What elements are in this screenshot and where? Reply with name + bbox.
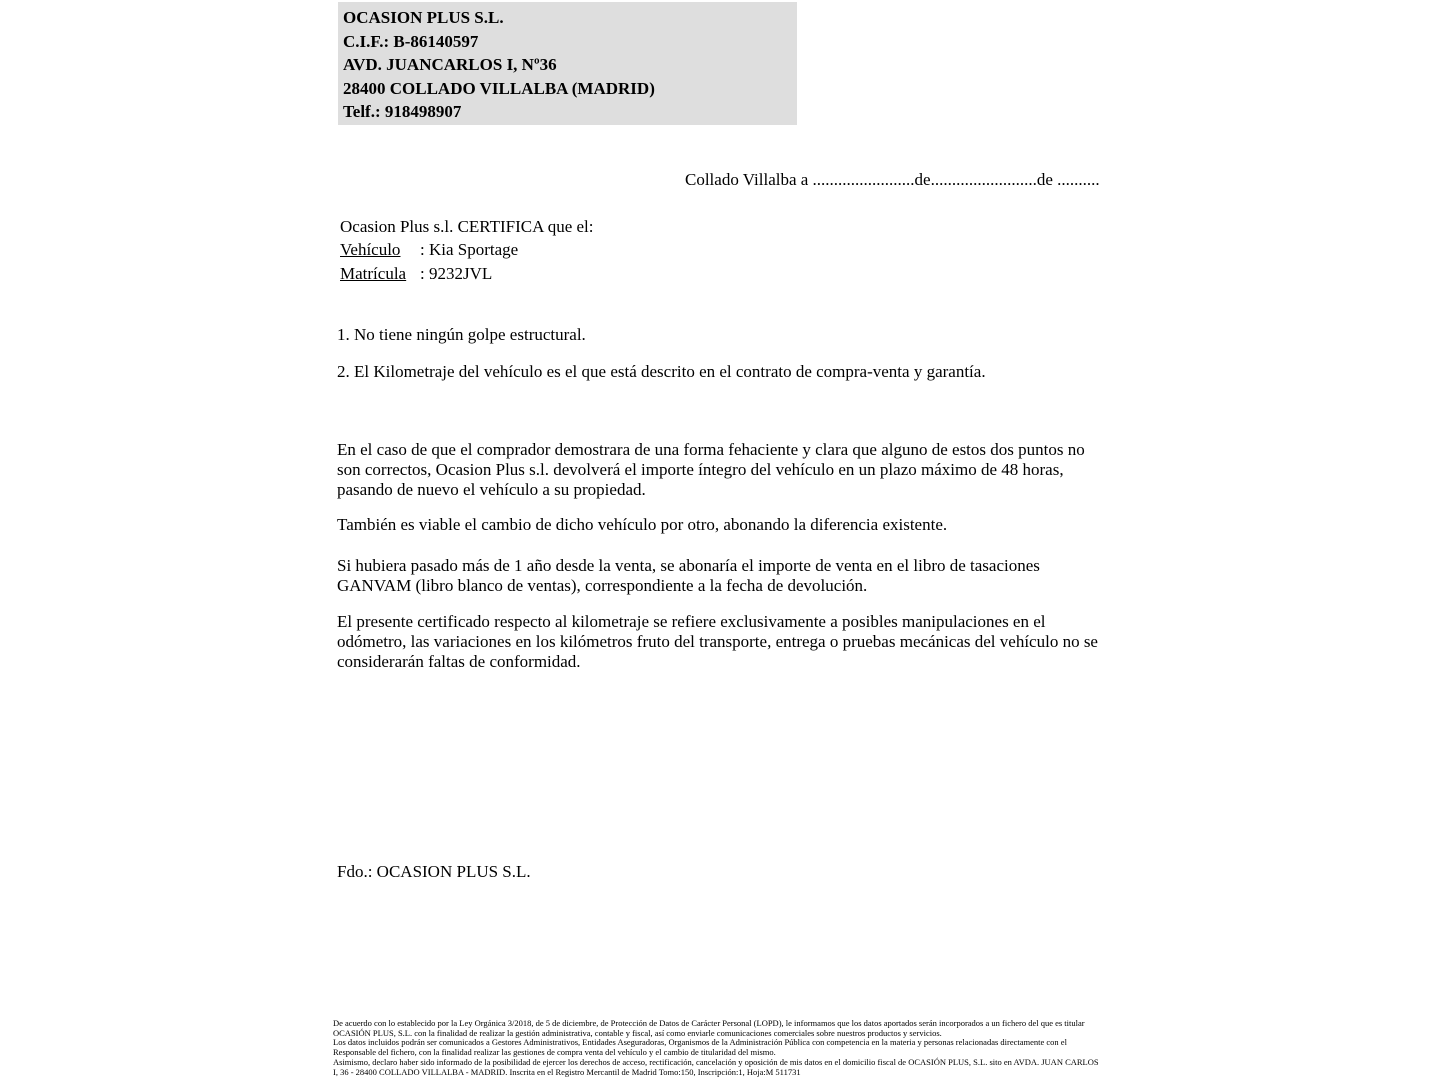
company-phone: Telf.: 918498907 (343, 102, 462, 122)
company-header-box (338, 2, 797, 125)
company-cif: C.I.F.: B-86140597 (343, 31, 479, 51)
terms-paragraph-ganvam: Si hubiera pasado más de 1 año desde la venta, se abonaría el importe de venta en el libro de tasaciones GANVAM (libro blanco de ventas), correspondiente a la fecha de devolución. (337, 556, 1040, 595)
plate-field (340, 262, 594, 285)
company-city: 28400 COLLADO VILLALBA (MADRID) (343, 78, 655, 98)
company-address: AVD. JUANCARLOS I, Nº36 (343, 55, 557, 75)
legal-footer-rights: Asimismo, declaro haber sido informado de la posibilidad de ejercer los derechos de acceso, rectificación, cancelación y oposición de mis datos en el domicilio fiscal de OCASIÓN PLUS, S.L. sito en AVDA. JUAN CARLOS I, 36 - 28400 COLLADO VILLALBA - MADRID. Inscrita en el Registro Mercantil de Madrid Tomo:150, Inscripción:1, Hoja:M 511731 (333, 1056, 1099, 1077)
certification-block (340, 215, 594, 285)
date-line: Collado Villalba a ........................de.........................de .......... (685, 170, 1100, 189)
plate-value: : 9232JVL (420, 263, 493, 283)
company-name: OCASION PLUS S.L. (343, 8, 504, 27)
signature-line: Fdo.: OCASION PLUS S.L. (337, 862, 531, 881)
plate-label: Matrícula (340, 263, 407, 283)
legal-footer-data-sharing: Los datos incluidos podrán ser comunicados a Gestores Administrativos, Entidades Aseguradoras, Organismos de la Administración Pública con competencia en la materia y personas relacionadas directamente con el Responsable del fichero, con la finalidad realizar las gestiones de compra venta del vehículo y el cambio de titularidad del mismo. (333, 1037, 1067, 1058)
certified-point-1: 1. No tiene ningún golpe estructural. (337, 325, 586, 344)
certified-point-2: 2. El Kilometraje del vehículo es el que está descrito en el contrato de compra-venta y garantía. (337, 362, 986, 381)
vehicle-value: : Kia Sportage (420, 240, 519, 260)
certification-intro: Ocasion Plus s.l. CERTIFICA que el: (340, 217, 594, 236)
legal-footer (333, 1019, 1099, 1077)
terms-paragraph-exchange: También es viable el cambio de dicho vehículo por otro, abonando la diferencia existente. (337, 515, 948, 534)
vehicle-label: Vehículo (340, 240, 401, 260)
terms-paragraph-refund: En el caso de que el comprador demostrara de una forma fehaciente y clara que alguno de estos dos puntos no son correctos, Ocasion Plus s.l. devolverá el importe íntegro del vehículo en un plazo máximo de 48 horas, pasando de nuevo el vehículo a su propiedad. (337, 440, 1085, 499)
legal-footer-lopd: De acuerdo con lo establecido por la Ley Orgánica 3/2018, de 5 de diciembre, de Protección de Datos de Carácter Personal (LOPD), le informamos que los datos aportados serán incorporados a un fichero del que es titular OCASIÓN PLUS, S.L. con la finalidad de realizar la gestión administrativa, contable y fiscal, así como enviarle comunicaciones comerciales sobre nuestros productos y servicios. (333, 1018, 1085, 1038)
terms-paragraph-odometer: El presente certificado respecto al kilometraje se refiere exclusivamente a posibles manipulaciones en el odómetro, las variaciones en los kilómetros fruto del transporte, entrega o pruebas mecánicas del vehículo no se considerarán faltas de conformidad. (337, 612, 1098, 671)
vehicle-field (340, 238, 594, 261)
